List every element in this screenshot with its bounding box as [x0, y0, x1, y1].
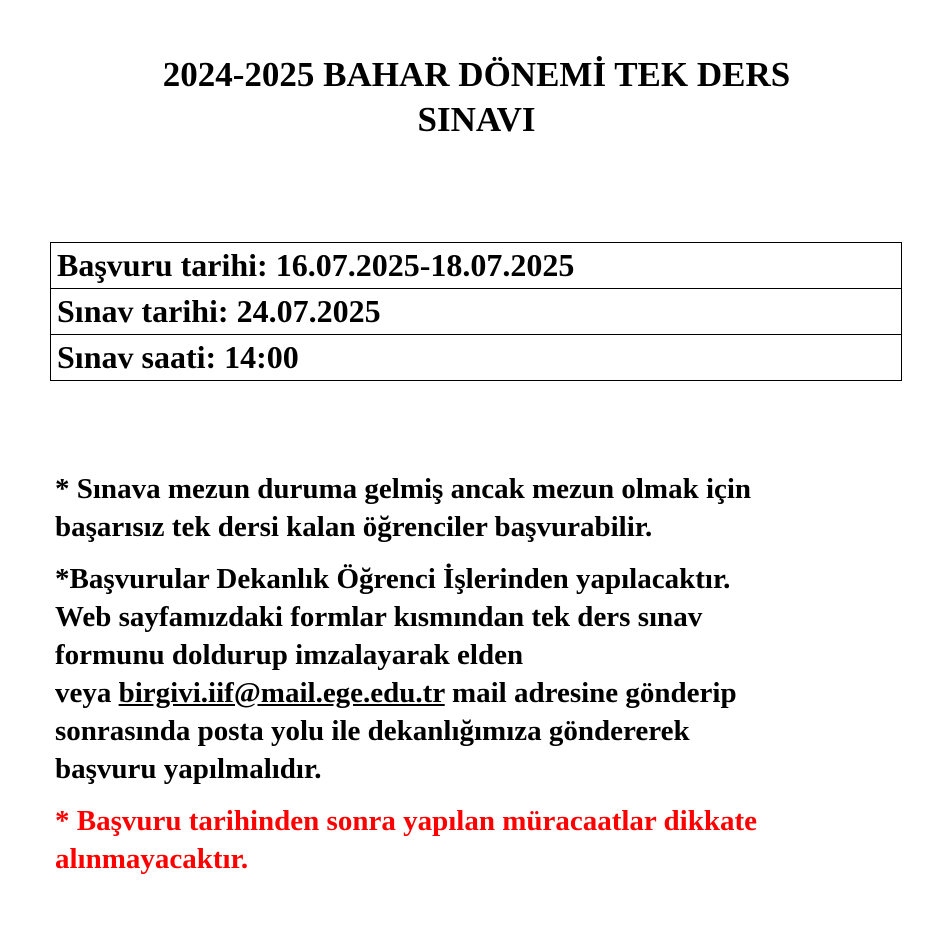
- note-line-prefix: veya: [55, 677, 119, 709]
- warning-line: * Başvuru tarihinden sonra yapılan müracaatlar dikkate: [55, 805, 758, 837]
- eligibility-note: [55, 470, 895, 546]
- note-line: başarısız tek dersi kalan öğrenciler başvurabilir.: [55, 511, 653, 543]
- warning-line: alınmayacaktır.: [55, 843, 249, 875]
- note-line: Web sayfamızdaki formlar kısmından tek ders sınav: [55, 601, 703, 633]
- notes-section: [55, 470, 895, 878]
- application-date-cell: Başvuru tarihi: 16.07.2025-18.07.2025: [51, 243, 902, 289]
- note-line: formunu doldurup imzalayarak elden: [55, 639, 524, 671]
- exam-info-table: [50, 242, 902, 381]
- table-row: [51, 335, 902, 381]
- note-line: *Başvurular Dekanlık Öğrenci İşlerinden yapılacaktır.: [55, 563, 731, 595]
- title-line-2: SINAVI: [417, 100, 536, 139]
- table-row: [51, 243, 902, 289]
- table-row: [51, 289, 902, 335]
- application-procedure-note: [55, 560, 895, 788]
- exam-time-cell: Sınav saati: 14:00: [51, 335, 902, 381]
- note-line: sonrasında posta yolu ile dekanlığımıza göndererek: [55, 715, 690, 747]
- email-link[interactable]: birgivi.iif@mail.ege.edu.tr: [118, 677, 445, 709]
- exam-date-cell: Sınav tarihi: 24.07.2025: [51, 289, 902, 335]
- note-line: * Sınava mezun duruma gelmiş ancak mezun olmak için: [55, 473, 752, 505]
- note-line-suffix: mail adresine gönderip: [444, 677, 737, 709]
- page-title: [40, 52, 913, 142]
- late-application-warning: [55, 802, 895, 878]
- note-line: başvuru yapılmalıdır.: [55, 753, 322, 785]
- title-line-1: 2024-2025 BAHAR DÖNEMİ TEK DERS: [162, 55, 791, 94]
